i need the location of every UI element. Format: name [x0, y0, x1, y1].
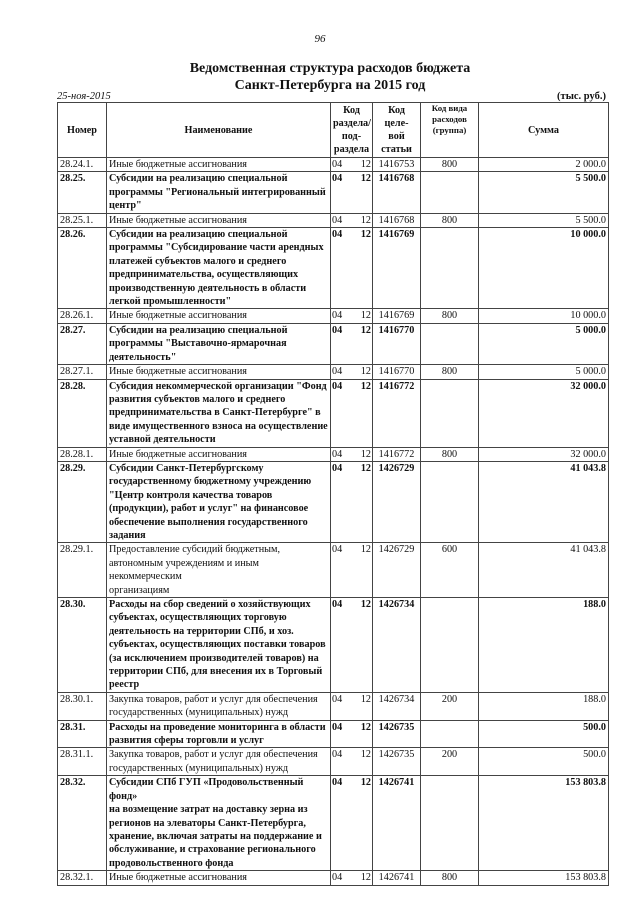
row-name: Иные бюджетные ассигнования — [107, 871, 331, 885]
row-section-code — [331, 323, 373, 364]
section: 04 — [332, 693, 343, 705]
row-kind-code — [421, 228, 479, 309]
row-number: 28.32. — [58, 776, 107, 871]
row-sum: 188.0 — [479, 692, 609, 720]
row-target-code: 1416770 — [373, 323, 421, 364]
header-name: Наименование — [107, 103, 331, 158]
row-number: 28.28.1. — [58, 447, 107, 461]
section: 04 — [332, 214, 343, 226]
section: 04 — [332, 380, 343, 392]
row-section-code — [331, 172, 373, 213]
section: 04 — [332, 599, 343, 610]
row-sum: 500.0 — [479, 720, 609, 748]
row-section-code — [331, 720, 373, 748]
section: 04 — [332, 721, 343, 733]
row-name: Иные бюджетные ассигнования — [107, 365, 331, 379]
row-section-code — [331, 692, 373, 720]
row-kind-code — [421, 323, 479, 364]
row-section-code — [331, 228, 373, 309]
row-kind-code: 200 — [421, 748, 479, 776]
row-sum: 10 000.0 — [479, 309, 609, 323]
row-target-code: 1426734 — [373, 598, 421, 693]
row-name: Субсидия некоммерческой организации "Фонд развития субъектов малого и среднего предпринимательства в Санкт-Петербурге" в виде имущественного взноса на осуществление уставной деятельности — [107, 379, 331, 447]
subsection: 12 — [360, 462, 371, 474]
table-row — [58, 598, 609, 693]
row-sum: 41 043.8 — [479, 461, 609, 542]
budget-table — [57, 102, 609, 886]
row-number: 28.25. — [58, 172, 107, 213]
row-sum: 188.0 — [479, 598, 609, 693]
section: 04 — [332, 366, 343, 378]
subsection: 12 — [360, 693, 371, 705]
row-sum: 10 000.0 — [479, 228, 609, 309]
table-row — [58, 871, 609, 885]
row-name: Расходы на сбор сведений о хозяйствующих субъектах, осуществляющих торговую деятельность на территории СПб, и хоз. субъектах, осуществляющих поставки товаров (за исключением производителей товаров) на территории СПб, для внесения их в Торговый реестр — [107, 598, 331, 693]
row-sum: 500.0 — [479, 748, 609, 776]
section: 04 — [332, 324, 343, 336]
row-target-code: 1426741 — [373, 871, 421, 885]
row-section-code — [331, 598, 373, 693]
row-sum: 153 803.8 — [479, 871, 609, 885]
row-number: 28.27. — [58, 323, 107, 364]
header-section: Код раздела/ под- раздела — [331, 103, 373, 158]
subsection: 12 — [360, 599, 371, 610]
row-number: 28.26.1. — [58, 309, 107, 323]
row-kind-code: 200 — [421, 692, 479, 720]
row-sum: 32 000.0 — [479, 379, 609, 447]
row-kind-code — [421, 172, 479, 213]
row-target-code: 1416753 — [373, 158, 421, 172]
subsection: 12 — [360, 214, 371, 226]
row-name: Закупка товаров, работ и услуг для обеспечения государственных (муниципальных) нужд — [107, 748, 331, 776]
row-sum: 2 000.0 — [479, 158, 609, 172]
row-number: 28.31. — [58, 720, 107, 748]
subsection: 12 — [360, 173, 371, 185]
row-number: 28.32.1. — [58, 871, 107, 885]
subsection: 12 — [360, 366, 371, 378]
header-target: Код целе- вой статьи — [373, 103, 421, 158]
row-section-code — [331, 213, 373, 227]
row-sum: 5 000.0 — [479, 365, 609, 379]
row-section-code — [331, 461, 373, 542]
table-row — [58, 776, 609, 871]
row-kind-code — [421, 461, 479, 542]
row-number: 28.25.1. — [58, 213, 107, 227]
section: 04 — [332, 448, 343, 460]
table-row — [58, 748, 609, 776]
subsection: 12 — [360, 229, 371, 241]
section: 04 — [332, 229, 343, 241]
section: 04 — [332, 544, 343, 556]
section: 04 — [332, 310, 343, 322]
row-target-code: 1416769 — [373, 309, 421, 323]
row-target-code: 1416768 — [373, 213, 421, 227]
row-kind-code: 600 — [421, 543, 479, 598]
table-row — [58, 461, 609, 542]
row-target-code: 1426735 — [373, 720, 421, 748]
table-row — [58, 543, 609, 598]
title-line-1: Ведомственная структура расходов бюджета — [189, 61, 471, 76]
subsection: 12 — [360, 777, 371, 789]
row-kind-code — [421, 720, 479, 748]
row-kind-code — [421, 379, 479, 447]
section: 04 — [332, 159, 343, 170]
header-sum: Сумма — [479, 103, 609, 158]
row-sum: 5 500.0 — [479, 213, 609, 227]
row-kind-code: 800 — [421, 309, 479, 323]
row-section-code — [331, 365, 373, 379]
row-sum: 32 000.0 — [479, 447, 609, 461]
row-target-code: 1416772 — [373, 447, 421, 461]
row-section-code — [331, 379, 373, 447]
section: 04 — [332, 749, 343, 761]
subsection: 12 — [360, 324, 371, 336]
table-row — [58, 228, 609, 309]
row-kind-code: 800 — [421, 213, 479, 227]
table-row — [58, 213, 609, 227]
subsection: 12 — [360, 872, 371, 884]
row-sum: 5 000.0 — [479, 323, 609, 364]
row-section-code — [331, 158, 373, 172]
row-name: Субсидии СПб ГУП «Продовольственный фонд» на возмещение затрат на доставку зерна из регионов на элеваторы Санкт-Петербурга, хранение, включая затраты на поддержание и обслуживание, и страхование регионального продовольственного фонда — [107, 776, 331, 871]
row-kind-code: 800 — [421, 365, 479, 379]
row-section-code — [331, 776, 373, 871]
row-number: 28.29.1. — [58, 543, 107, 598]
row-kind-code: 800 — [421, 871, 479, 885]
table-body — [58, 158, 609, 886]
row-section-code — [331, 447, 373, 461]
subsection: 12 — [360, 749, 371, 761]
row-target-code: 1426735 — [373, 748, 421, 776]
document-title — [0, 60, 640, 94]
row-name: Субсидии на реализацию специальной программы "Субсидирование части арендных платежей субъектов малого и среднего предпринимательства, осуществляющих производственную деятельность в области легкой промышленности" — [107, 228, 331, 309]
row-sum: 41 043.8 — [479, 543, 609, 598]
table-row — [58, 692, 609, 720]
row-section-code — [331, 543, 373, 598]
table-row — [58, 323, 609, 364]
row-section-code — [331, 748, 373, 776]
header-number: Номер — [58, 103, 107, 158]
row-number: 28.30.1. — [58, 692, 107, 720]
section: 04 — [332, 872, 343, 884]
row-kind-code: 800 — [421, 158, 479, 172]
row-target-code: 1426729 — [373, 461, 421, 542]
row-target-code: 1426734 — [373, 692, 421, 720]
row-number: 28.28. — [58, 379, 107, 447]
row-number: 28.29. — [58, 461, 107, 542]
row-name: Расходы на проведение мониторинга в области развития сферы торговли и услуг — [107, 720, 331, 748]
row-target-code: 1416768 — [373, 172, 421, 213]
row-number: 28.24.1. — [58, 158, 107, 172]
table-row — [58, 379, 609, 447]
document-date: 25-ноя-2015 — [57, 91, 111, 102]
row-name: Закупка товаров, работ и услуг для обеспечения государственных (муниципальных) нужд — [107, 692, 331, 720]
section: 04 — [332, 462, 343, 474]
row-name: Иные бюджетные ассигнования — [107, 158, 331, 172]
header-kind: Код вида расходов (группа) — [421, 103, 479, 158]
row-target-code: 1416772 — [373, 379, 421, 447]
row-kind-code — [421, 776, 479, 871]
row-name: Предоставление субсидий бюджетным, автономным учреждениям и иным некоммерческим организациям — [107, 543, 331, 598]
table-row — [58, 720, 609, 748]
row-target-code: 1416769 — [373, 228, 421, 309]
row-number: 28.31.1. — [58, 748, 107, 776]
table-row — [58, 309, 609, 323]
subsection: 12 — [360, 721, 371, 733]
subsection: 12 — [360, 310, 371, 322]
row-name: Иные бюджетные ассигнования — [107, 309, 331, 323]
row-name: Иные бюджетные ассигнования — [107, 447, 331, 461]
table-row — [58, 447, 609, 461]
row-section-code — [331, 309, 373, 323]
page-number: 96 — [314, 33, 326, 45]
title-line-2: Санкт-Петербурга на 2015 год — [234, 78, 426, 93]
subsection: 12 — [360, 544, 371, 556]
subsection: 12 — [360, 159, 371, 170]
table-row — [58, 172, 609, 213]
subsection: 12 — [360, 448, 371, 460]
row-section-code — [331, 871, 373, 885]
row-name: Субсидии Санкт-Петербургскому государственному бюджетному учреждению "Центр контроля качества товаров (продукции), работ и услуг" на финансовое обеспечение выполнения государственного задания — [107, 461, 331, 542]
row-sum: 5 500.0 — [479, 172, 609, 213]
table-row — [58, 158, 609, 172]
table-row — [58, 365, 609, 379]
row-target-code: 1426729 — [373, 543, 421, 598]
row-name: Субсидии на реализацию специальной программы "Региональный интегрированный центр" — [107, 172, 331, 213]
row-kind-code — [421, 598, 479, 693]
row-target-code: 1416770 — [373, 365, 421, 379]
row-kind-code: 800 — [421, 447, 479, 461]
row-number: 28.26. — [58, 228, 107, 309]
units-label: (тыс. руб.) — [557, 91, 606, 102]
row-name: Иные бюджетные ассигнования — [107, 213, 331, 227]
row-number: 28.27.1. — [58, 365, 107, 379]
row-target-code: 1426741 — [373, 776, 421, 871]
section: 04 — [332, 777, 343, 789]
section: 04 — [332, 173, 343, 185]
table-header-row — [58, 103, 609, 158]
subsection: 12 — [360, 380, 371, 392]
row-sum: 153 803.8 — [479, 776, 609, 871]
row-name: Субсидии на реализацию специальной программы "Выставочно-ярмарочная деятельность" — [107, 323, 331, 364]
row-number: 28.30. — [58, 598, 107, 693]
